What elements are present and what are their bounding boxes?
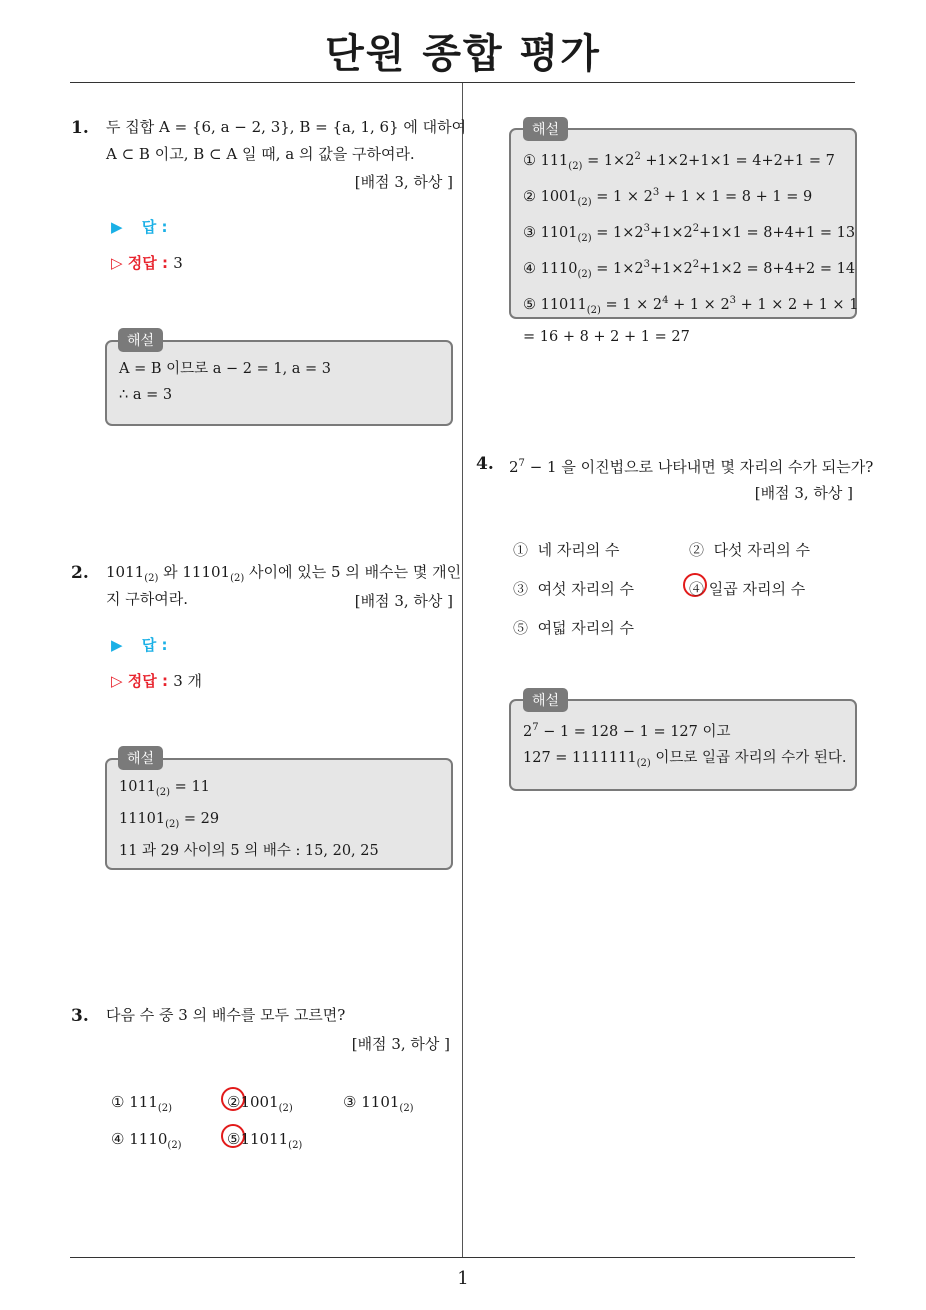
q4-exp: 7: [518, 458, 525, 469]
choice-mark: ②: [689, 541, 705, 559]
sol-sup: 3: [729, 295, 737, 306]
q2-text-rest: 사이에 있는 5 의 배수는 몇 개인: [244, 563, 462, 581]
sol-sup: 3: [652, 187, 660, 198]
q3-solution-line: [523, 180, 843, 216]
sol-part: = 1×2: [582, 153, 635, 169]
sol-part: ④ 1110: [523, 261, 578, 277]
page-number: 1: [457, 1268, 469, 1289]
q4-text-line1: [509, 450, 873, 481]
sol-part: = 1 × 2: [600, 297, 663, 313]
q4-choice-4[interactable]: [689, 578, 805, 599]
q2-solution-box: [105, 758, 453, 870]
q2-num-a: 1011: [106, 563, 145, 581]
sol-part: 이므로 일곱 자리의 수가 된다.: [650, 750, 847, 766]
q2-correct: [111, 670, 202, 691]
choice-text: 일곱 자리의 수: [708, 580, 806, 598]
q2-answer-marker: ▶: [111, 636, 123, 654]
choice-sub: (2): [399, 1103, 414, 1114]
q2-sol1-num: 1011: [119, 779, 156, 795]
q3-choice-1[interactable]: [111, 1093, 172, 1114]
choice-text: 여덟 자리의 수: [537, 619, 635, 637]
q1-number: 1.: [71, 118, 89, 138]
q3-meta: [배점 3, 하상 ]: [351, 1035, 450, 1053]
choice-mark: ②: [227, 1093, 241, 1111]
q3-solution-line: [523, 144, 843, 180]
sol-sup: 3: [643, 223, 651, 234]
q3-choice-4[interactable]: [111, 1130, 182, 1151]
choice-mark: ③: [513, 580, 529, 598]
choice-text: 여섯 자리의 수: [537, 580, 635, 598]
q4-choice-5[interactable]: [513, 617, 634, 638]
sol-part: +1×1 = 8+4+1 = 13: [699, 225, 856, 241]
q4-choice-2[interactable]: [689, 539, 810, 560]
q3-choice-5[interactable]: [227, 1130, 302, 1151]
sol-sup: 4: [662, 295, 669, 306]
sol-part: 127 = 1111111: [523, 750, 637, 766]
q1-text-line2: A ⊂ B 이고, B ⊂ A 일 때, a 의 값을 구하여라.: [106, 145, 415, 163]
q1-solution-line: ∴ a = 3: [119, 387, 173, 403]
q2-number: 2.: [71, 563, 89, 583]
q2-sub-a: (2): [144, 573, 159, 584]
q2-sol1-rest: = 11: [170, 779, 210, 795]
choice-mark: ⑤: [513, 619, 529, 637]
choice-text: 다섯 자리의 수: [713, 541, 811, 559]
q1-correct-label: 정답 :: [127, 254, 168, 272]
sol-sub: (2): [577, 269, 592, 280]
sol-part: +1×2: [650, 225, 693, 241]
sol-sub: (2): [577, 197, 592, 208]
sol-part: + 1 × 2 + 1 × 1: [736, 297, 859, 313]
q3-choice-3[interactable]: [343, 1093, 414, 1114]
sol-part: + 1 × 1 = 8 + 1 = 9: [659, 189, 813, 205]
q4-solution-box: [509, 699, 857, 791]
choice-mark: ①: [513, 541, 529, 559]
q2-solution-tab: 해설: [118, 746, 163, 770]
column-divider: [462, 83, 463, 1257]
q2-correct-label: 정답 :: [127, 672, 168, 690]
q3-solution-tab: 해설: [523, 117, 568, 141]
q1-solution-line: A = B 이므로 a − 2 = 1, a = 3: [119, 361, 332, 377]
q4-number: 4.: [476, 454, 494, 474]
q2-sol2-rest: = 29: [179, 811, 220, 827]
q4-text-rest: − 1 을 이진법으로 나타내면 몇 자리의 수가 되는가?: [524, 458, 874, 476]
q3-text-line1: 다음 수 중 3 의 배수를 모두 고르면?: [106, 1006, 346, 1024]
q1-correct-marker: ▷: [111, 254, 123, 272]
page-title: 단원 종합 평가: [325, 31, 601, 77]
sol-sub: (2): [586, 305, 601, 316]
q3-solution-line: [523, 252, 856, 288]
q2-sol1-sub: (2): [155, 787, 171, 798]
q2-sol2-sub: (2): [165, 819, 180, 830]
sol-part: 2: [523, 724, 533, 740]
q1-meta: [배점 3, 하상 ]: [354, 173, 453, 191]
choice-mark: ④: [111, 1130, 125, 1148]
q3-solution-box: [509, 128, 859, 345]
q2-sub-b: (2): [230, 573, 245, 584]
sol-part: +1×2: [650, 261, 693, 277]
q1-answer-label: 답 :: [141, 218, 168, 236]
q2-meta: [배점 3, 하상 ]: [354, 592, 453, 610]
sol-part: = 1×2: [591, 261, 644, 277]
q2-sol2-num: 11101: [119, 811, 166, 827]
q4-choice-3[interactable]: [513, 578, 634, 599]
q4-solution-line: [523, 715, 843, 745]
q2-text-line2: 지 구하여라.: [106, 590, 188, 608]
choice-mark: ⑤: [227, 1130, 241, 1148]
sol-sup: 3: [643, 259, 651, 270]
sol-sup: 2: [692, 223, 700, 234]
choice-sub: (2): [278, 1103, 293, 1114]
q1-answer-marker: ▶: [111, 218, 123, 236]
sol-part: +1×2+1×1 = 4+2+1 = 7: [640, 153, 835, 169]
sol-sub: (2): [568, 161, 583, 172]
sol-sub: (2): [577, 233, 592, 244]
q3-solution-line: [523, 216, 856, 252]
q2-correct-value: 3 개: [173, 672, 203, 690]
q1-answer-field[interactable]: [111, 216, 168, 237]
q4-meta: [배점 3, 하상 ]: [754, 484, 853, 502]
q2-answer-label: 답 :: [141, 636, 168, 654]
choice-mark: ④: [689, 580, 705, 598]
choice-sub: (2): [167, 1140, 182, 1151]
q3-solution-line: = 16 + 8 + 2 + 1 = 27: [523, 329, 690, 345]
q2-solution-line: [119, 806, 439, 838]
choice-value: 11011: [240, 1130, 289, 1148]
sol-sup: 2: [692, 259, 700, 270]
choice-text: 네 자리의 수: [537, 541, 620, 559]
sol-part: = 1 × 2: [591, 189, 653, 205]
choice-value: 1001: [240, 1093, 279, 1111]
choice-sub: (2): [288, 1140, 303, 1151]
sol-part: = 1×2: [591, 225, 644, 241]
footer-rule: [70, 1257, 855, 1258]
sol-part: ② 1001: [523, 189, 578, 205]
choice-mark: ③: [343, 1093, 357, 1111]
q2-num-b: 와 11101: [158, 563, 231, 581]
sol-part: ③ 1101: [523, 225, 578, 241]
q2-correct-marker: ▷: [111, 672, 123, 690]
sol-part: − 1 = 128 − 1 = 127 이고: [538, 724, 731, 740]
q1-text-line1: 두 집합 A = {6, a − 2, 3}, B = {a, 1, 6} 에 대하여: [106, 118, 467, 136]
sol-part: + 1 × 2: [668, 297, 730, 313]
q4-base: 2: [509, 458, 519, 476]
q3-choice-2[interactable]: [227, 1093, 293, 1114]
choice-value: 1110: [129, 1130, 168, 1148]
choice-mark: ①: [111, 1093, 125, 1111]
sol-sup: 7: [532, 722, 539, 733]
choice-value: 111: [129, 1093, 158, 1111]
sol-part: ① 111: [523, 153, 569, 169]
q3-solution-line: [523, 288, 859, 324]
q3-number: 3.: [71, 1006, 89, 1026]
q1-solution-box: [105, 340, 453, 426]
q4-solution-line: [523, 745, 847, 777]
sol-part: ⑤ 11011: [523, 297, 587, 313]
q1-correct: [111, 252, 183, 273]
q4-solution-tab: 해설: [523, 688, 568, 712]
q4-choice-1[interactable]: [513, 539, 620, 560]
choice-sub: (2): [157, 1103, 173, 1114]
choice-value: 1101: [361, 1093, 400, 1111]
sol-sup: 2: [634, 151, 641, 162]
sol-sub: (2): [636, 758, 651, 769]
q2-solution-line: 11 과 29 사이의 5 의 배수 : 15, 20, 25: [119, 843, 379, 859]
q1-correct-value: 3: [173, 254, 183, 272]
q2-answer-field[interactable]: [111, 634, 168, 655]
q2-solution-line: [119, 774, 439, 806]
sol-part: +1×2 = 8+4+2 = 14: [699, 261, 856, 277]
q1-solution-tab: 해설: [118, 328, 163, 352]
